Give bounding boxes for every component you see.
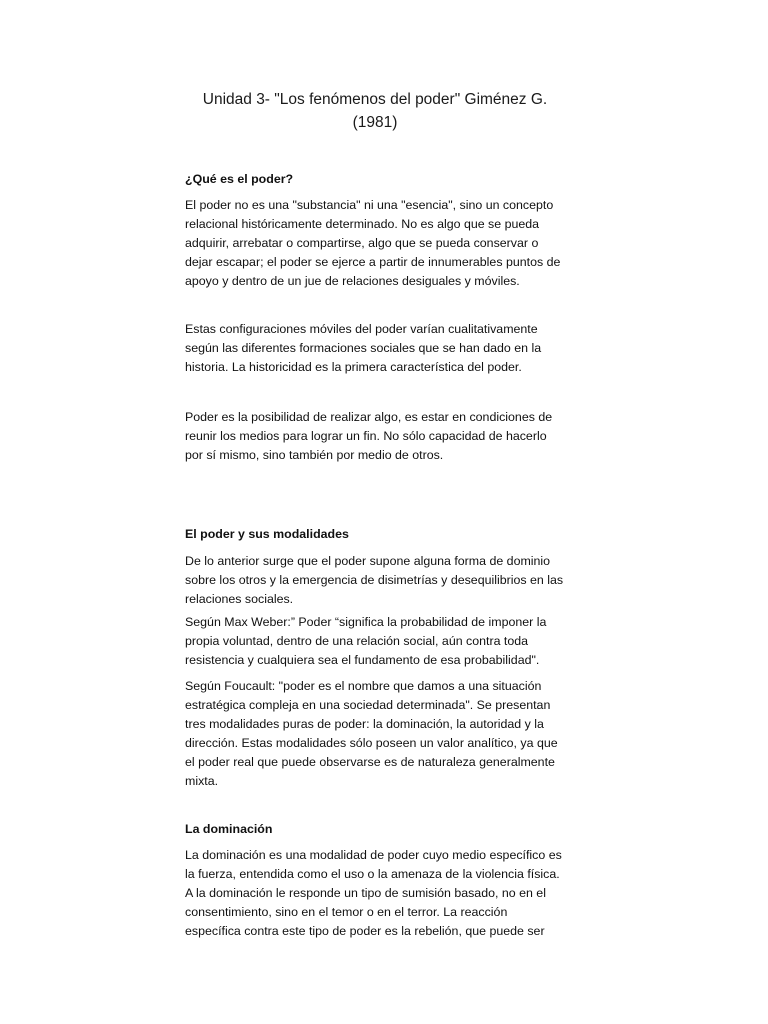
text-line: la fuerza, entendida como el uso o la amenaza de la violencia física.: [185, 867, 560, 881]
text-line: relacional históricamente determinado. No es algo que se pueda: [185, 217, 540, 231]
text-line: apoyo y dentro de un jue de relaciones desiguales y móviles.: [185, 274, 520, 288]
text-line: según las diferentes formaciones sociales que se han dado en la: [185, 341, 542, 355]
text-line: De lo anterior surge que el poder supone alguna forma de dominio: [185, 554, 551, 568]
paragraph: [185, 408, 570, 465]
paragraph: [185, 677, 570, 791]
text-line: el poder real que puede observarse es de naturaleza generalmente: [185, 755, 555, 769]
text-line: consentimiento, sino en el temor o en el terror. La reacción: [185, 905, 508, 919]
section-heading: El poder y sus modalidades: [185, 527, 349, 541]
text-line: A la dominación le responde un tipo de sumisión basado, no en el: [185, 886, 546, 900]
text-line: Poder es la posibilidad de realizar algo, es estar en condiciones de: [185, 410, 553, 424]
paragraph: [185, 846, 570, 941]
text-line: Según Foucault: "poder es el nombre que damos a una situación: [185, 679, 542, 693]
text-line: Estas configuraciones móviles del poder varían cualitativamente: [185, 322, 538, 336]
paragraph: [185, 552, 570, 609]
text-line: El poder no es una "substancia" ni una "esencia", sino un concepto: [185, 198, 554, 212]
text-line: Según Max Weber:” Poder “significa la probabilidad de imponer la: [185, 615, 547, 629]
section-heading: ¿Qué es el poder?: [185, 172, 294, 186]
title-line: (1981): [352, 114, 398, 131]
paragraph: [185, 613, 570, 670]
text-line: mixta.: [185, 774, 219, 788]
text-line: relaciones sociales.: [185, 592, 294, 606]
title-line: Unidad 3- "Los fenómenos del poder" Giménez G.: [202, 91, 548, 108]
text-line: específica contra este tipo de poder es la rebelión, que puede ser: [185, 924, 545, 938]
text-line: resistencia y cualquiera sea el fundamento de esa probabilidad".: [185, 653, 540, 667]
paragraph: [185, 320, 570, 377]
text-line: estratégica compleja en una sociedad determinada". Se presentan: [185, 698, 551, 712]
text-line: adquirir, arrebatar o compartirse, algo que se pueda conservar o: [185, 236, 539, 250]
text-line: por sí mismo, sino también por medio de otros.: [185, 448, 444, 462]
text-line: historia. La historicidad es la primera característica del poder.: [185, 360, 522, 374]
document-title: [150, 88, 600, 134]
text-line: dejar escapar; el poder se ejerce a partir de innumerables puntos de: [185, 255, 561, 269]
section-heading: La dominación: [185, 822, 273, 836]
text-line: propia voluntad, dentro de una relación social, aún contra toda: [185, 634, 529, 648]
text-line: reunir los medios para lograr un fin. No sólo capacidad de hacerlo: [185, 429, 547, 443]
paragraph: [185, 196, 570, 291]
text-line: tres modalidades puras de poder: la dominación, la autoridad y la: [185, 717, 544, 731]
text-line: La dominación es una modalidad de poder cuyo medio específico es: [185, 848, 562, 862]
text-line: dirección. Estas modalidades sólo poseen un valor analítico, ya que: [185, 736, 558, 750]
text-line: sobre los otros y la emergencia de disimetrías y desequilibrios en las: [185, 573, 564, 587]
